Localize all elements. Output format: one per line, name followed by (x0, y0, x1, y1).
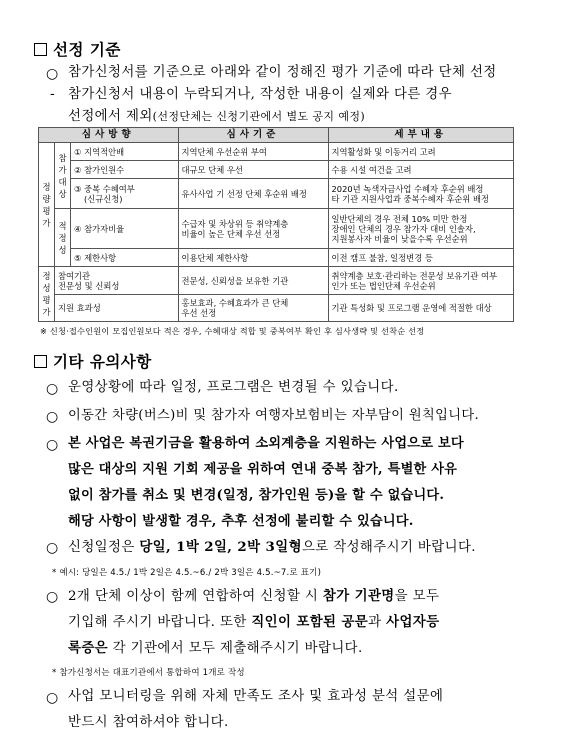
table-cell: 취약계층 보호·관리하는 전문성 보유기관 여부 인가 또는 법인단체 우선순위 (328, 267, 513, 295)
paragraph-line: 반드시 참여하셔야 합니다. (68, 715, 229, 730)
paragraph-line: 참가신청서 내용이 누락되거나, 작성한 내용이 실제와 다른 경우 (68, 87, 452, 102)
table-cell: 수용 시설 여건을 고려 (328, 161, 513, 179)
circle-bullet-icon: ○ (46, 690, 59, 706)
table-row (39, 209, 514, 249)
table-cell: ④ 참가자비율 (71, 209, 179, 249)
circle-bullet-icon: ○ (46, 409, 59, 425)
example-note: * 예시: 당일은 4.5./ 1박 2일은 4.5.~6./ 2박 3일은 4.5.~7.로 표기) (52, 568, 322, 578)
dash-bullet-icon: - (50, 86, 55, 102)
table-cell: 전문성, 신뢰성을 보유한 기관 (178, 267, 328, 295)
circle-bullet-icon: ○ (46, 540, 59, 556)
table-cell: 2020년 녹색자금사업 수혜자 후순위 배정 타 기관 지원사업과 중복수혜자 후순위 배정 (328, 179, 513, 209)
paragraph-line: 신청일정은 당일, 1박 2일, 2박 3일형으로 작성해주시기 바랍니다. (68, 539, 476, 555)
paragraph-line: 참가신청서를 기준으로 아래와 같이 정해진 평가 기준에 따라 단체 선정 (68, 65, 497, 80)
application-note: * 참가신청서는 대표기관에서 통합하여 1개로 작성 (52, 668, 245, 678)
section-title-text: 선정 기준 (53, 41, 121, 59)
table-cell: 수급자 및 차상위 등 취약계층 비율이 높은 단체 우선 선정 (178, 209, 328, 249)
checkbox-square-icon (34, 355, 47, 368)
paragraph-line: 2개 단체 이상이 함께 연합하여 신청할 시 참가 기관명을 모두 (68, 588, 440, 604)
table-cell: 지역단체 우선순위 부여 (178, 143, 328, 161)
table-row (39, 295, 514, 322)
paragraph-line: 이동간 차량(버스)비 및 참가자 여행자보험비는 자부담이 원칙입니다. (68, 408, 480, 423)
table-cell: ② 참가인원수 (71, 161, 179, 179)
paragraph-line: 록증은 각 기관에서 모두 제출해주시기 바랍니다. (68, 640, 363, 656)
sub-label-adequacy: 적정성 (55, 209, 71, 267)
table-row (39, 161, 514, 179)
paragraph-line: 기입해 주시기 바랍니다. 또한 직인이 포함된 공문과 사업자등 (68, 614, 440, 630)
group-label-quantitative: 정량평가 (39, 143, 55, 267)
section-title-notes (34, 350, 152, 372)
circle-bullet-icon: ○ (46, 589, 59, 605)
checkbox-square-icon (34, 43, 47, 56)
table-cell: 유사사업 기 선정 단체 후순위 배정 (178, 179, 328, 209)
table-cell: 기관 특성화 및 프로그램 운영에 적절한 대상 (328, 295, 513, 322)
circle-bullet-icon: ○ (46, 437, 59, 453)
paragraph-line: 사업 모니터링을 위해 자체 만족도 조사 및 효과성 분석 설문에 (68, 689, 444, 704)
table-header: 세부내용 (328, 128, 513, 143)
table-row (39, 143, 514, 161)
table-row (39, 179, 514, 209)
section-title-text: 기타 유의사항 (53, 353, 152, 371)
paragraph-line: 없이 참가를 취소 및 변경(일정, 참가인원 등)을 할 수 없습니다. (68, 488, 445, 503)
table-row (39, 249, 514, 267)
table-row (39, 267, 514, 295)
group-label-qualitative: 정성평가 (39, 267, 55, 322)
table-cell: 지원 효과성 (55, 295, 179, 322)
section-title-selection (34, 38, 121, 60)
paragraph-line: 해당 사항이 발생할 경우, 추후 선정에 불리할 수 있습니다. (68, 514, 414, 529)
table-cell: 지역활성화 및 이동거리 고려 (328, 143, 513, 161)
table-header: 심사기준 (178, 128, 328, 143)
table-cell: ① 지역적안배 (71, 143, 179, 161)
sub-label-target: 참가대상 (55, 143, 71, 209)
table-footnote: ※ 신청·접수인원이 모집인원보다 적은 경우, 수혜대상 적합 및 중복여부 확인 후 심사생략 및 선착순 선정 (40, 326, 425, 336)
table-cell: 이전 캠프 불참, 일정변경 등 (328, 249, 513, 267)
table-cell: 이용단체 제한사항 (178, 249, 328, 267)
paragraph-line: 많은 대상의 지원 기회 제공을 위하여 연내 중복 참가, 특별한 사유 (68, 462, 458, 477)
table-cell: 대규모 단체 우선 (178, 161, 328, 179)
paragraph-line: 운영상황에 따라 일정, 프로그램은 변경될 수 있습니다. (68, 380, 399, 395)
paragraph-text: 선정에서 제외 (68, 109, 153, 124)
table-header: 심사방향 (39, 128, 179, 143)
table-cell: 일반단체의 경우 전체 10% 미만 한정 장애인 단체의 경우 참가자 대비 인솔자, 지원봉사자 비율이 낮을수록 우선순위 (328, 209, 513, 249)
paragraph-line: 본 사업은 복권기금을 활용하여 소외계층을 지원하는 사업으로 보다 (68, 436, 464, 451)
paragraph-note: (선정단체는 신청기관에서 별도 공지 예정) (152, 110, 366, 123)
criteria-table (38, 127, 514, 322)
circle-bullet-icon: ○ (46, 381, 59, 397)
table-header-row (39, 128, 514, 143)
table-cell: 참여기관 전문성 및 신뢰성 (55, 267, 179, 295)
table-cell: ⑤ 제한사항 (71, 249, 179, 267)
table-cell: 홍보효과, 수혜효과가 큰 단체 우선 선정 (178, 295, 328, 322)
circle-bullet-icon: ○ (46, 66, 59, 82)
table-cell: ③ 중복 수혜여부 (신규신청) (71, 179, 179, 209)
